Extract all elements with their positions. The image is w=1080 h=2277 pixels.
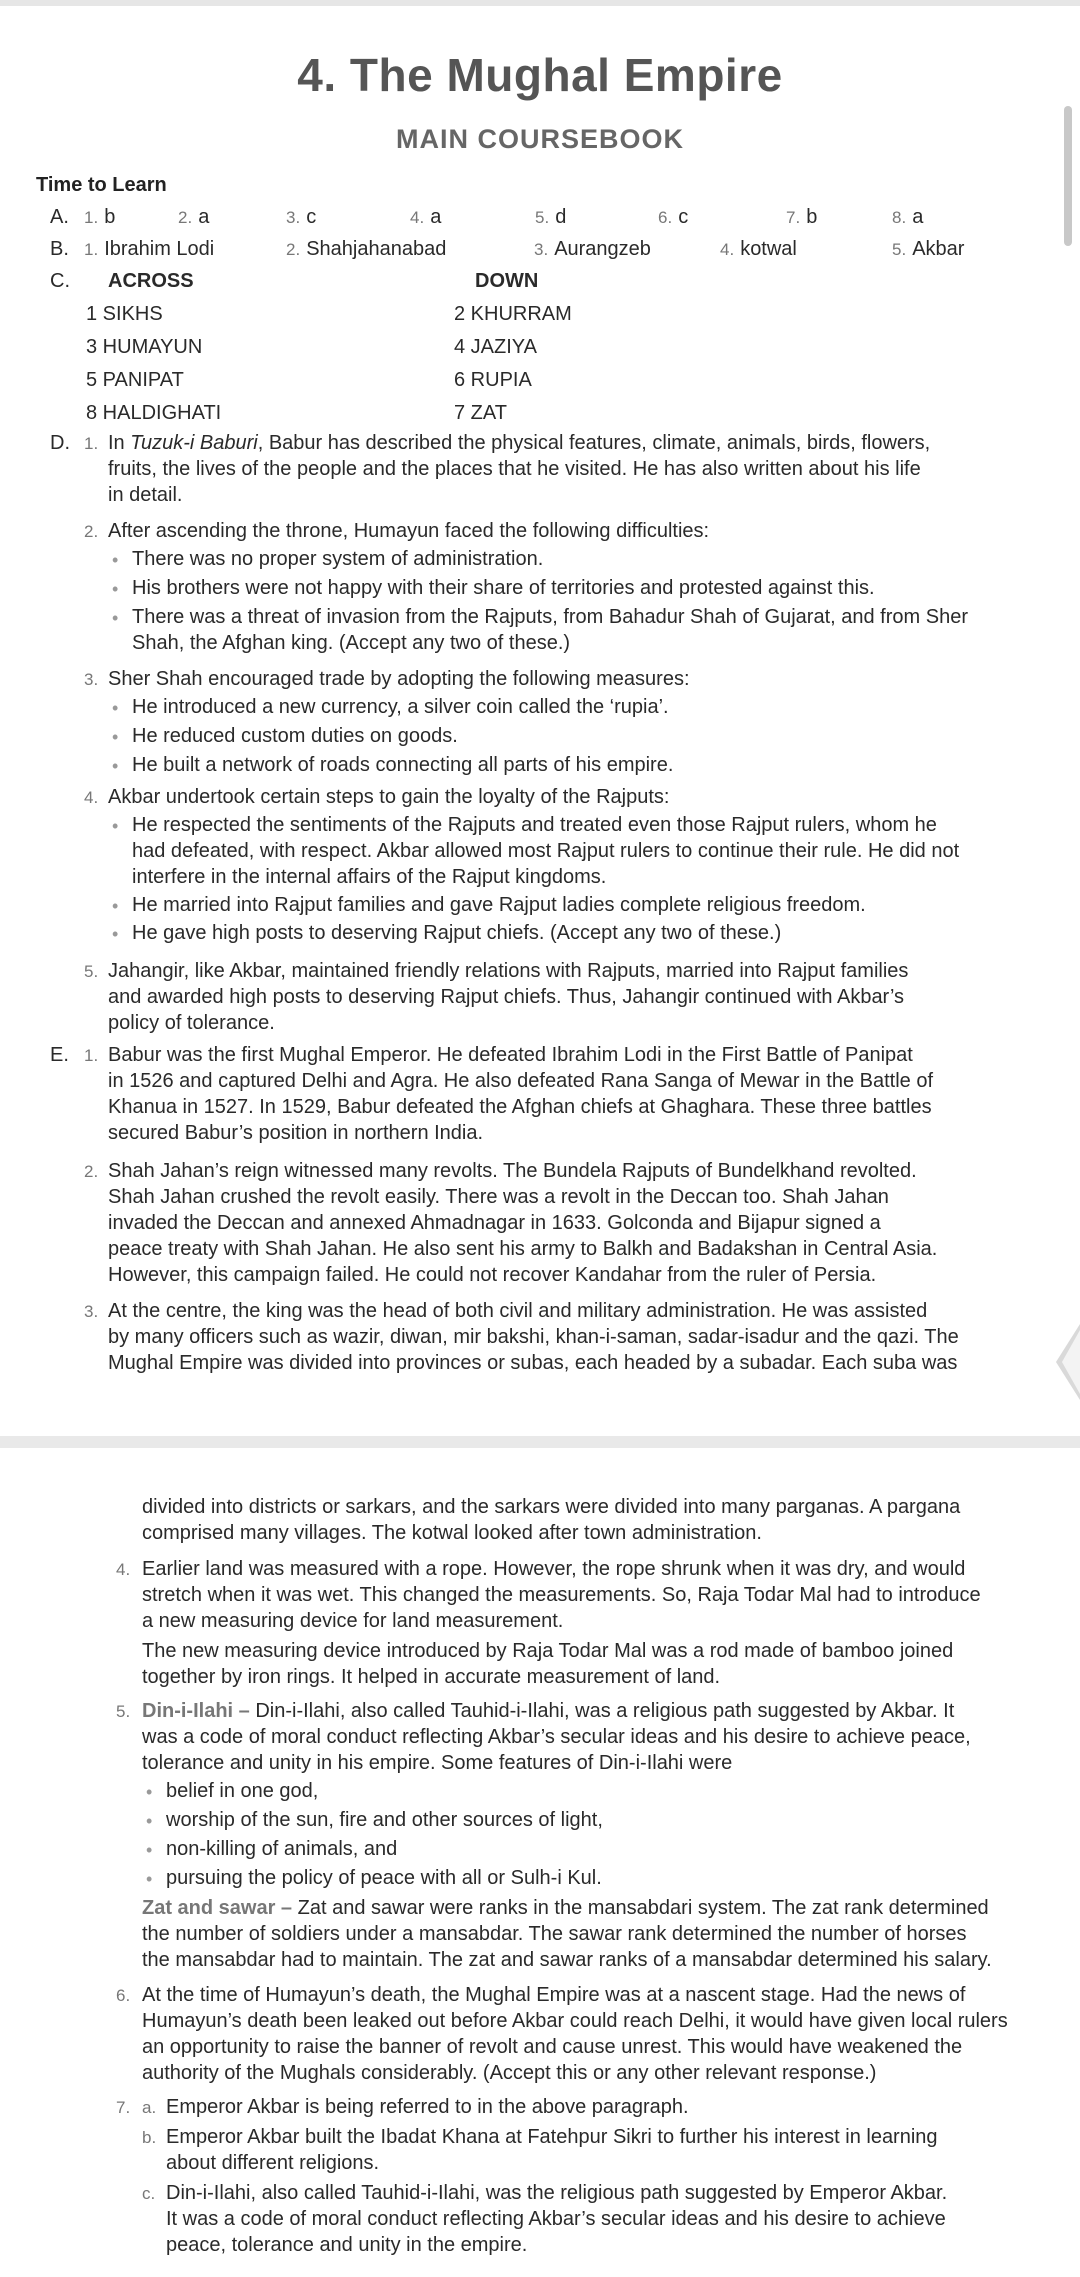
fill-blank-answer <box>534 236 651 263</box>
bullet: • <box>112 698 119 718</box>
bullet: • <box>146 1782 153 1802</box>
answer-value: Shahjahanabad <box>306 238 447 260</box>
bullet: • <box>112 896 119 916</box>
question-number: 5. <box>535 208 550 227</box>
answer-value: c <box>678 206 689 228</box>
section-e-letter: E. <box>50 1044 69 1066</box>
answer-text: Jahangir, like Akbar, maintained friendly relations with Rajputs, married into Rajput families <box>108 960 909 982</box>
answer-text: secured Babur’s position in northern India. <box>108 1122 484 1144</box>
mcq-answer <box>178 204 209 231</box>
question-number: 2. <box>84 1162 99 1181</box>
answer-value: Aurangzeb <box>554 238 651 260</box>
answer-text: Din-i-Ilahi, also called Tauhid-i-Ilahi, was the religious path suggested by Emperor Akbar. <box>166 2182 948 2204</box>
down-clue: 2 KHURRAM <box>454 303 572 325</box>
question-number: 7. <box>116 2098 131 2117</box>
bullet: • <box>146 1840 153 1860</box>
question-number: 4. <box>410 208 425 227</box>
down-clue: 4 JAZIYA <box>454 336 537 358</box>
answer-text: At the time of Humayun’s death, the Mughal Empire was at a nascent stage. Had the news of <box>142 1984 966 2006</box>
answer-text: peace, tolerance and unity in the empire. <box>166 2234 528 2256</box>
section-b-letter: B. <box>50 238 69 260</box>
section-c-letter: C. <box>50 270 70 292</box>
answer-value: kotwal <box>740 238 797 260</box>
section-a-letter: A. <box>50 206 69 228</box>
answer-text: Emperor Akbar built the Ibadat Khana at Fatehpur Sikri to further his interest in learning <box>166 2126 938 2148</box>
answer-text: an opportunity to raise the banner of revolt and cause unrest. This would have weakened the <box>142 2036 963 2058</box>
answer-text: comprised many villages. The kotwal looked after town administration. <box>142 1522 762 1544</box>
answer-text: Shah Jahan crushed the revolt easily. There was a revolt in the Deccan too. Shah Jahan <box>108 1186 889 1208</box>
answer-text: the mansabdar had to maintain. The zat and sawar ranks of a mansabdar determined his salary. <box>142 1949 992 1971</box>
question-number: 2. <box>84 522 99 541</box>
section-heading: Time to Learn <box>36 174 167 196</box>
answer-text: authority of the Mughals considerably. (Accept this or any other relevant response.) <box>142 2062 877 2084</box>
question-number: 4. <box>116 1560 131 1579</box>
answer-text: fruits, the lives of the people and the places that he visited. He has also written about his life <box>108 458 921 480</box>
page-2 <box>0 1448 1080 2277</box>
question-number: 4. <box>720 240 735 259</box>
question-number: 7. <box>786 208 801 227</box>
fill-blank-answer <box>892 236 964 263</box>
bullet: • <box>112 924 119 944</box>
section-d-letter: D. <box>50 432 70 454</box>
question-number: 5. <box>84 962 99 981</box>
mcq-answer <box>786 204 817 231</box>
question-number: 3. <box>534 240 549 259</box>
answer-value: a <box>912 206 924 228</box>
answer-text: However, this campaign failed. He could not recover Kandahar from the ruler of Persia. <box>108 1264 877 1286</box>
down-heading: DOWN <box>475 270 539 292</box>
sub-question-label: a. <box>142 2098 157 2117</box>
question-number: 6. <box>658 208 673 227</box>
answer-value: Ibrahim Lodi <box>104 238 215 260</box>
page-subtitle: MAIN COURSEBOOK <box>395 124 684 154</box>
answer-text: invaded the Deccan and annexed Ahmadnagar in 1633. Golconda and Bijapur signed a <box>108 1212 881 1234</box>
bullet-text: He respected the sentiments of the Rajputs and treated even those Rajput rulers, whom he <box>132 814 937 836</box>
answer-text: about different religions. <box>166 2152 380 2174</box>
bullet-text: pursuing the policy of peace with all or Sulh-i Kul. <box>166 1867 602 1889</box>
bullet-text: He gave high posts to deserving Rajput chiefs. (Accept any two of these.) <box>132 922 782 944</box>
page-title: 4. The Mughal Empire <box>297 49 783 101</box>
mcq-answer <box>892 204 923 231</box>
mcq-answer <box>84 204 115 231</box>
bullet-text: He reduced custom duties on goods. <box>132 725 458 747</box>
mcq-answer <box>410 204 441 231</box>
answer-text: It was a code of moral conduct reflecting Akbar’s secular ideas and his desire to achieve <box>166 2208 946 2230</box>
across-clue: 3 HUMAYUN <box>86 336 203 358</box>
answer-text: Shah Jahan’s reign witnessed many revolts. The Bundela Rajputs of Bundelkhand revolted. <box>108 1160 917 1182</box>
answer-text: After ascending the throne, Humayun faced the following difficulties: <box>108 520 710 542</box>
question-number: 1. <box>84 240 99 259</box>
question-number: 1. <box>84 434 99 453</box>
answer-value: b <box>806 206 818 228</box>
sub-question-label: b. <box>142 2128 157 2147</box>
across-heading: ACROSS <box>108 270 194 292</box>
answer-text: by many officers such as wazir, diwan, mir bakshi, khan-i-saman, sadar-isadur and the qazi. The <box>108 1326 959 1348</box>
mcq-answer <box>658 204 688 231</box>
answer-text: in detail. <box>108 484 183 506</box>
answer-text: In Tuzuk-i Baburi, Babur has described the physical features, climate, animals, birds, flowers, <box>108 432 931 454</box>
sub-question-label: c. <box>142 2184 156 2203</box>
answer-text: was a code of moral conduct reflecting Akbar’s secular ideas and his desire to achieve peace, <box>142 1726 971 1748</box>
answer-text: Sher Shah encouraged trade by adopting the following measures: <box>108 668 690 690</box>
answer-text: divided into districts or sarkars, and the sarkars were divided into many parganas. A pargana <box>142 1496 961 1518</box>
answer-text: The new measuring device introduced by Raja Todar Mal was a rod made of bamboo joined <box>142 1640 954 1662</box>
answer-text: policy of tolerance. <box>108 1012 275 1034</box>
answer-text: Humayun’s death been leaked out before Akbar could reach Delhi, it would have given local rulers <box>142 2010 1008 2032</box>
bullet: • <box>112 756 119 776</box>
bullet-text: had defeated, with respect. Akbar allowed most Rajput rulers to continue their rule. He did not <box>132 840 960 862</box>
question-number: 6. <box>116 1986 131 2005</box>
bullet-text: He introduced a new currency, a silver coin called the ‘rupia’. <box>132 696 669 718</box>
answer-value: c <box>306 206 317 228</box>
down-clue: 6 RUPIA <box>454 369 532 391</box>
mcq-answer <box>535 204 566 231</box>
question-number: 3. <box>286 208 301 227</box>
fill-blank-answer <box>720 236 797 263</box>
question-number: 1. <box>84 1046 99 1065</box>
bullet: • <box>112 579 119 599</box>
bullet-text: There was a threat of invasion from the Rajputs, from Bahadur Shah of Gujarat, and from Sher <box>132 606 968 628</box>
bullet: • <box>112 608 119 628</box>
answer-text: tolerance and unity in his empire. Some features of Din-i-Ilahi were <box>142 1752 733 1774</box>
bullet-text: He built a network of roads connecting all parts of his empire. <box>132 754 674 776</box>
answer-text: Din-i-Ilahi – Din-i-Ilahi, also called Tauhid-i-Ilahi, was a religious path suggested by Akbar. It <box>142 1700 955 1722</box>
bullet-text: He married into Rajput families and gave Rajput ladies complete religious freedom. <box>132 894 866 916</box>
answer-value: b <box>104 206 116 228</box>
fill-blank-answer <box>84 236 214 263</box>
bullet-text: worship of the sun, fire and other sources of light, <box>166 1809 603 1831</box>
bullet-text: belief in one god, <box>166 1780 319 1802</box>
question-number: 4. <box>84 788 99 807</box>
answer-text: together by iron rings. It helped in accurate measurement of land. <box>142 1666 721 1688</box>
answer-value: a <box>198 206 210 228</box>
answer-text: the number of soldiers under a mansabdar. The sawar rank determined the number of horses <box>142 1923 967 1945</box>
bullet-text: non-killing of animals, and <box>166 1838 398 1860</box>
bullet-text: Shah, the Afghan king. (Accept any two of these.) <box>132 632 571 654</box>
answer-text: a new measuring device for land measurement. <box>142 1610 564 1632</box>
bullet: • <box>146 1869 153 1889</box>
question-number: 2. <box>286 240 301 259</box>
answer-text: Akbar undertook certain steps to gain the loyalty of the Rajputs: <box>108 786 670 808</box>
answer-text: At the centre, the king was the head of both civil and military administration. He was assisted <box>108 1300 928 1322</box>
answer-value: a <box>430 206 442 228</box>
down-clue: 7 ZAT <box>454 402 507 424</box>
answer-text: Khanua in 1527. In 1529, Babur defeated the Afghan chiefs at Ghaghara. These three battles <box>108 1096 932 1118</box>
answer-text: Mughal Empire was divided into provinces or subas, each headed by a subadar. Each suba was <box>108 1352 958 1374</box>
bullet-text: His brothers were not happy with their share of territories and protested against this. <box>132 577 875 599</box>
bullet: • <box>146 1811 153 1831</box>
answer-text: Zat and sawar – Zat and sawar were ranks in the mansabdari system. The zat rank determined <box>142 1897 989 1919</box>
answer-text: stretch when it was wet. This changed the measurements. So, Raja Todar Mal had to introduce <box>142 1584 981 1606</box>
question-number: 3. <box>84 670 99 689</box>
answer-text: Babur was the first Mughal Emperor. He defeated Ibrahim Lodi in the First Battle of Panipat <box>108 1044 913 1066</box>
across-clue: 1 SIKHS <box>86 303 163 325</box>
bullet-text: interfere in the internal affairs of the Rajput kingdoms. <box>132 866 607 888</box>
answer-text: Earlier land was measured with a rope. However, the rope shrunk when it was dry, and would <box>142 1558 966 1580</box>
bullet: • <box>112 816 119 836</box>
across-clue: 5 PANIPAT <box>86 369 184 391</box>
answer-value: Akbar <box>912 238 965 260</box>
answer-text: Emperor Akbar is being referred to in the above paragraph. <box>166 2096 689 2118</box>
answer-text: and awarded high posts to deserving Rajput chiefs. Thus, Jahangir continued with Akbar’s <box>108 986 905 1008</box>
page-divider <box>0 1436 1080 1448</box>
question-number: 3. <box>84 1302 99 1321</box>
answer-text: in 1526 and captured Delhi and Agra. He also defeated Rana Sanga of Mewar in the Battle of <box>108 1070 933 1092</box>
across-clue: 8 HALDIGHATI <box>86 402 222 424</box>
question-number: 1. <box>84 208 99 227</box>
question-number: 5. <box>892 240 907 259</box>
question-number: 2. <box>178 208 193 227</box>
page-1 <box>0 6 1080 1436</box>
bullet: • <box>112 727 119 747</box>
bullet-text: There was no proper system of administration. <box>132 548 544 570</box>
question-number: 8. <box>892 208 907 227</box>
mcq-answer <box>286 204 316 231</box>
scrollbar-thumb[interactable] <box>1064 106 1072 246</box>
fill-blank-answer <box>286 236 446 263</box>
question-number: 5. <box>116 1702 131 1721</box>
answer-value: d <box>555 206 567 228</box>
bullet: • <box>112 550 119 570</box>
page-turn-tab-inner <box>1062 1330 1080 1394</box>
answer-text: peace treaty with Shah Jahan. He also sent his army to Balkh and Badakshan in Central Asia. <box>108 1238 938 1260</box>
